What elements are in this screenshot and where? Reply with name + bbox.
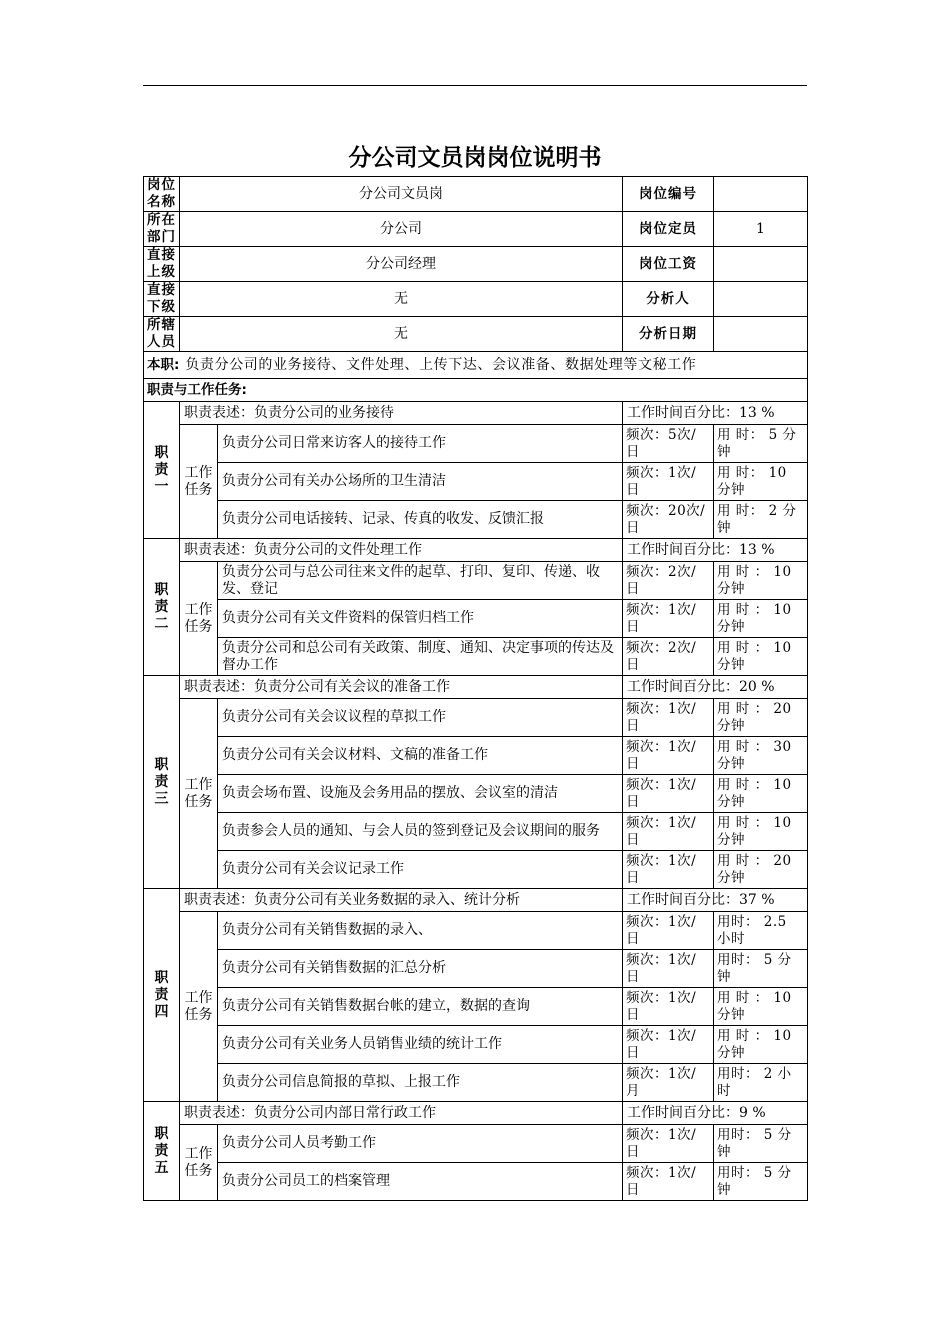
task-text: 负责分公司有关会议材料、文稿的准备工作	[218, 737, 623, 775]
field-label: 岗位编号	[623, 177, 714, 212]
duty-description: 职责表述：负责分公司有关业务数据的录入、统计分析	[180, 889, 623, 912]
duty-desc-row	[144, 676, 808, 699]
duty-name: 职 责 三	[144, 676, 180, 889]
task-text: 负责分公司有关会议记录工作	[218, 851, 623, 889]
summary-row	[144, 352, 808, 379]
task-row	[144, 562, 808, 600]
duty-description: 职责表述：负责分公司内部日常行政工作	[180, 1102, 623, 1125]
task-text: 负责分公司有关文件资料的保管归档工作	[218, 600, 623, 638]
task-duration: 用 时 ： 10 分钟	[714, 1026, 808, 1064]
duty-desc-row	[144, 1102, 808, 1125]
task-frequency: 频次：1次/日	[623, 950, 714, 988]
task-duration: 用时： 5 分钟	[714, 950, 808, 988]
basic-info-row	[144, 212, 808, 247]
task-frequency: 频次：1次/日	[623, 1026, 714, 1064]
work-task-label: 工作任务	[180, 425, 218, 539]
task-duration: 用 时： 2 分钟	[714, 501, 808, 539]
basic-info-row	[144, 282, 808, 317]
task-row	[144, 699, 808, 737]
field-label: 分析人	[623, 282, 714, 317]
duty-name: 职 责 二	[144, 539, 180, 676]
field-label: 直接下级	[144, 282, 180, 317]
task-frequency: 频次：2次/日	[623, 638, 714, 676]
task-duration: 用 时： 5 分钟	[714, 425, 808, 463]
field-label: 岗位名称	[144, 177, 180, 212]
field-value: 分公司文员岗	[180, 177, 623, 212]
task-frequency: 频次：1次/日	[623, 1125, 714, 1163]
task-frequency: 频次：1次/日	[623, 912, 714, 950]
task-frequency: 频次：1次/日	[623, 600, 714, 638]
task-duration: 用 时 ： 30 分钟	[714, 737, 808, 775]
task-row	[144, 425, 808, 463]
summary-text: 负责分公司的业务接待、文件处理、上传下达、会议准备、数据处理等文秘工作	[185, 356, 697, 373]
time-percentage: 工作时间百分比：13 %	[623, 402, 808, 425]
field-value: 无	[180, 282, 623, 317]
task-duration: 用时： 5 分钟	[714, 1163, 808, 1201]
job-description-table	[143, 176, 808, 1201]
summary-label: 本职:	[147, 356, 180, 373]
duty-description: 职责表述：负责分公司的文件处理工作	[180, 539, 623, 562]
field-label: 岗位工资	[623, 247, 714, 282]
task-frequency: 频次：1次/日	[623, 851, 714, 889]
work-task-label: 工作任务	[180, 699, 218, 889]
task-row	[144, 950, 808, 988]
task-frequency: 频次：1次/日	[623, 463, 714, 501]
field-label: 所在部门	[144, 212, 180, 247]
field-label: 所辖人员	[144, 317, 180, 352]
duties-heading: 职责与工作任务:	[144, 379, 808, 402]
task-row	[144, 501, 808, 539]
task-text: 负责分公司员工的档案管理	[218, 1163, 623, 1201]
duty-name: 职 责 四	[144, 889, 180, 1102]
task-text: 负责分公司有关会议议程的草拟工作	[218, 699, 623, 737]
duties-heading-row	[144, 379, 808, 402]
task-text: 负责分公司和总公司有关政策、制度、通知、决定事项的传达及督办工作	[218, 638, 623, 676]
time-percentage: 工作时间百分比：20 %	[623, 676, 808, 699]
task-row	[144, 775, 808, 813]
work-task-label: 工作任务	[180, 1125, 218, 1201]
task-duration: 用 时： 10 分钟	[714, 463, 808, 501]
task-frequency: 频次：1次/日	[623, 737, 714, 775]
duty-desc-row	[144, 402, 808, 425]
header-rule	[143, 85, 807, 86]
task-frequency: 频次：20次/日	[623, 501, 714, 539]
basic-info-row	[144, 247, 808, 282]
duty-name: 职 责 五	[144, 1102, 180, 1201]
work-task-label: 工作任务	[180, 912, 218, 1102]
work-task-label: 工作任务	[180, 562, 218, 676]
duty-name: 职 责 一	[144, 402, 180, 539]
field-label: 分析日期	[623, 317, 714, 352]
duty-desc-row	[144, 539, 808, 562]
field-value	[714, 247, 808, 282]
duty-description: 职责表述：负责分公司有关会议的准备工作	[180, 676, 623, 699]
task-duration: 用时： 2 小时	[714, 1064, 808, 1102]
task-duration: 用 时 ： 10 分钟	[714, 562, 808, 600]
field-value: 1	[714, 212, 808, 247]
document-title: 分公司文员岗岗位说明书	[348, 145, 602, 171]
time-percentage: 工作时间百分比：13 %	[623, 539, 808, 562]
field-value	[714, 177, 808, 212]
basic-info-row	[144, 177, 808, 212]
field-value	[714, 282, 808, 317]
task-row	[144, 813, 808, 851]
task-duration: 用 时 ： 10 分钟	[714, 988, 808, 1026]
task-row	[144, 988, 808, 1026]
task-text: 负责分公司有关办公场所的卫生清洁	[218, 463, 623, 501]
task-row	[144, 851, 808, 889]
task-text: 负责分公司日常来访客人的接待工作	[218, 425, 623, 463]
task-frequency: 频次：1次/月	[623, 1064, 714, 1102]
duty-desc-row	[144, 889, 808, 912]
task-duration: 用 时 ： 10 分钟	[714, 813, 808, 851]
task-text: 负责分公司有关销售数据的汇总分析	[218, 950, 623, 988]
task-duration: 用 时 ： 10 分钟	[714, 638, 808, 676]
task-text: 负责分公司有关业务人员销售业绩的统计工作	[218, 1026, 623, 1064]
task-frequency: 频次：1次/日	[623, 813, 714, 851]
task-row	[144, 1064, 808, 1102]
task-row	[144, 600, 808, 638]
task-row	[144, 1163, 808, 1201]
task-duration: 用时： 5 分钟	[714, 1125, 808, 1163]
task-row	[144, 737, 808, 775]
task-row	[144, 912, 808, 950]
task-duration: 用 时 ： 20 分钟	[714, 851, 808, 889]
field-value	[714, 317, 808, 352]
task-frequency: 频次：5次/日	[623, 425, 714, 463]
task-duration: 用时： 2.5 小时	[714, 912, 808, 950]
basic-info-row	[144, 317, 808, 352]
field-label: 岗位定员	[623, 212, 714, 247]
task-frequency: 频次：1次/日	[623, 775, 714, 813]
task-text: 负责分公司人员考勤工作	[218, 1125, 623, 1163]
field-label: 直接上级	[144, 247, 180, 282]
task-text: 负责分公司电话接转、记录、传真的收发、反馈汇报	[218, 501, 623, 539]
task-duration: 用 时 ： 20 分钟	[714, 699, 808, 737]
time-percentage: 工作时间百分比：37 %	[623, 889, 808, 912]
task-text: 负责参会人员的通知、与会人员的签到登记及会议期间的服务	[218, 813, 623, 851]
task-frequency: 频次：1次/日	[623, 1163, 714, 1201]
task-row	[144, 638, 808, 676]
task-text: 负责分公司与总公司往来文件的起草、打印、复印、传递、收发、登记	[218, 562, 623, 600]
task-text: 负责分公司有关销售数据台帐的建立，数据的查询	[218, 988, 623, 1026]
task-duration: 用 时 ： 10 分钟	[714, 775, 808, 813]
task-text: 负责分公司有关销售数据的录入、	[218, 912, 623, 950]
task-row	[144, 1026, 808, 1064]
task-duration: 用 时 ： 10 分钟	[714, 600, 808, 638]
task-text: 负责会场布置、设施及会务用品的摆放、会议室的清洁	[218, 775, 623, 813]
time-percentage: 工作时间百分比：9 %	[623, 1102, 808, 1125]
duty-description: 职责表述：负责分公司的业务接待	[180, 402, 623, 425]
field-value: 分公司经理	[180, 247, 623, 282]
task-row	[144, 463, 808, 501]
task-text: 负责分公司信息简报的草拟、上报工作	[218, 1064, 623, 1102]
task-frequency: 频次：1次/日	[623, 699, 714, 737]
task-row	[144, 1125, 808, 1163]
field-value: 无	[180, 317, 623, 352]
task-frequency: 频次：1次/日	[623, 988, 714, 1026]
field-value: 分公司	[180, 212, 623, 247]
summary-cell	[144, 352, 808, 379]
task-frequency: 频次：2次/日	[623, 562, 714, 600]
